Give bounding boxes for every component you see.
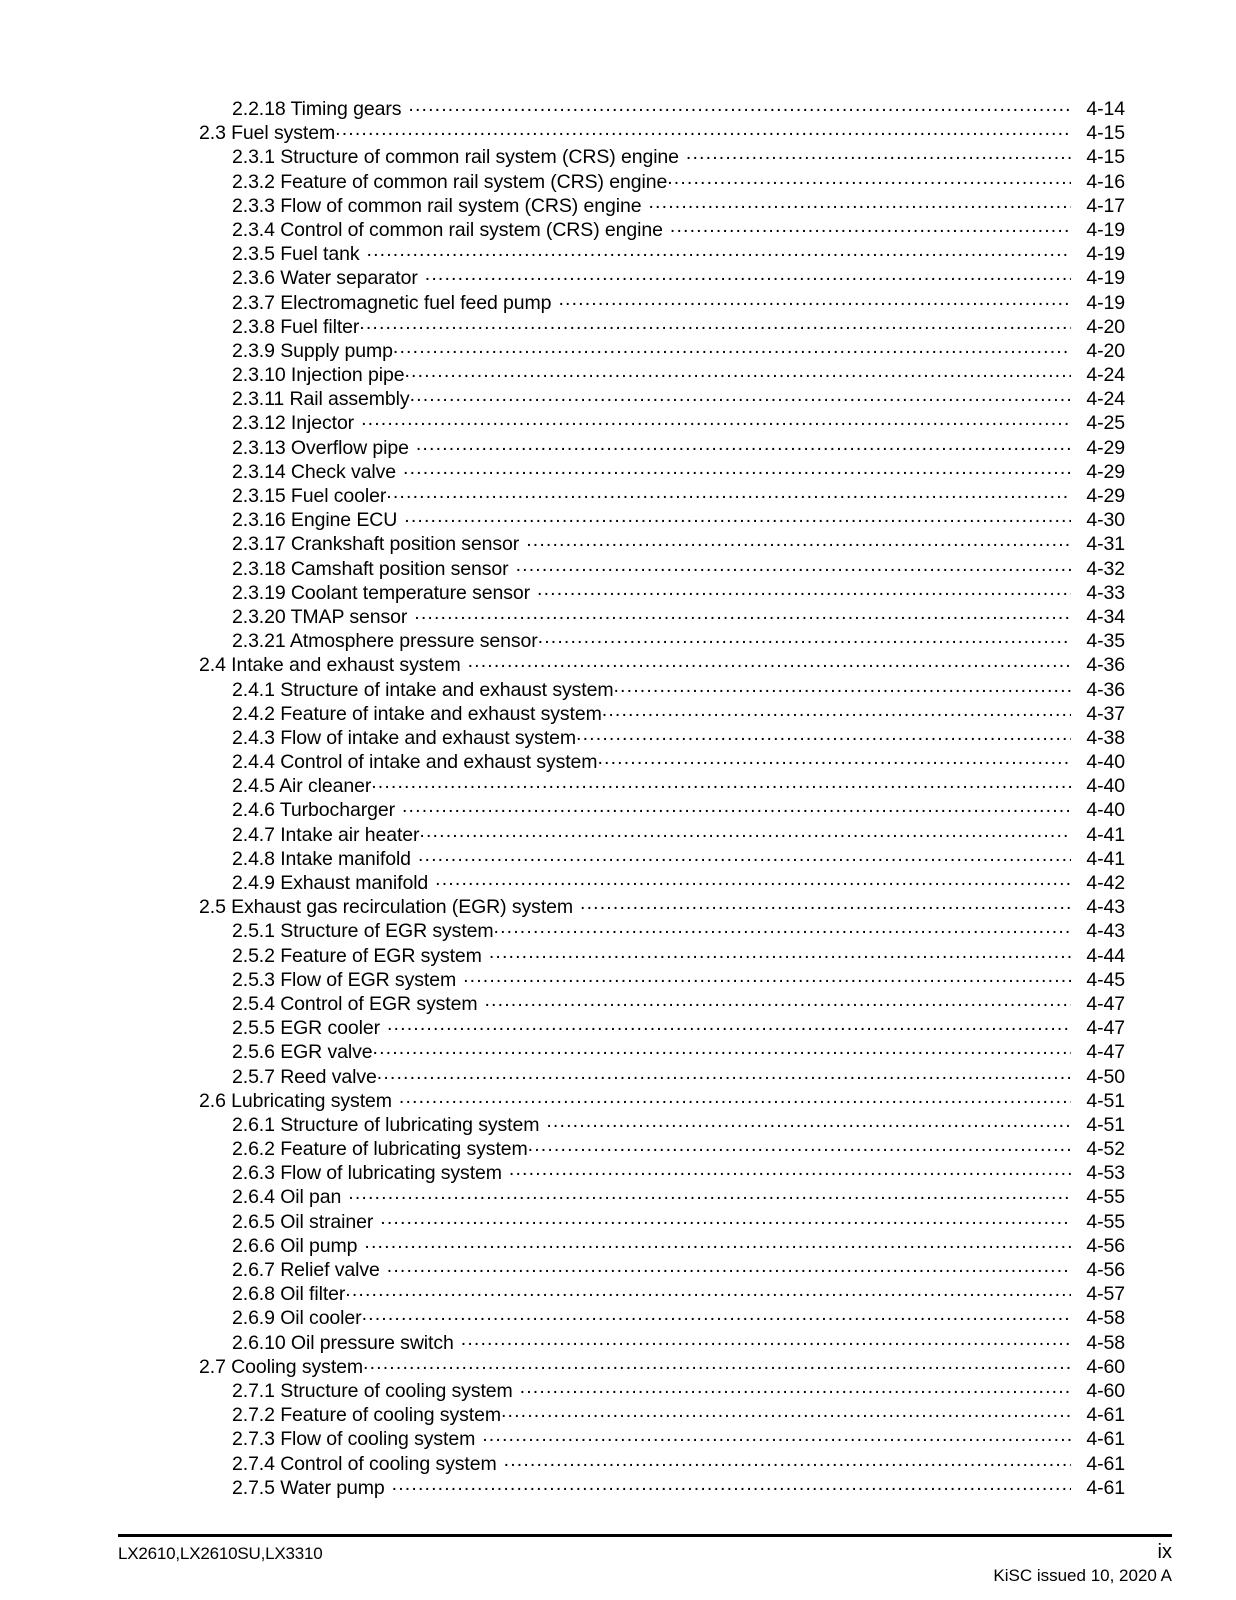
toc-entry-page-number: 4-19 [1086,267,1125,290]
toc-entry-title: 2.7.2 Feature of cooling system [232,1404,501,1427]
toc-entry-title: 2.3.16 Engine ECU [232,509,398,532]
toc-entry-page-number: 4-19 [1086,218,1125,241]
toc-dot-leader [387,1014,1071,1034]
toc-entry-page-number: 4-20 [1086,315,1125,338]
toc-entry-page-number: 4-17 [1086,194,1125,217]
toc-entry[interactable] [0,821,1236,845]
toc-entry-page-number: 4-51 [1086,1113,1125,1136]
toc-dot-leader [419,821,1071,841]
toc-entry-page-number: 4-14 [1086,98,1125,120]
toc-entry-title: 2.6.1 Structure of lubricating system [232,1113,540,1136]
toc-entry-title: 2.4.6 Turbocharger [232,799,395,822]
toc-entry[interactable] [0,119,1236,143]
toc-dot-leader [463,966,1071,986]
footer-model-list: LX2610,LX2610SU,LX3310 [118,1544,323,1563]
toc-entry[interactable] [0,1063,1236,1087]
toc-entry-page-number: 4-50 [1086,1065,1125,1088]
toc-entry-page-number: 4-20 [1086,339,1125,362]
toc-entry-title: 2.6.3 Flow of lubricating system [232,1162,502,1185]
toc-entry-page-number: 4-41 [1086,847,1125,870]
toc-entry-title: 2.3.9 Supply pump [232,339,393,362]
toc-entry[interactable] [0,95,1236,119]
toc-entry-page-number: 4-40 [1086,799,1125,822]
toc-dot-leader [576,724,1071,744]
toc-entry-page-number: 4-32 [1086,557,1125,580]
toc-entry[interactable] [0,1038,1236,1062]
toc-entry[interactable] [0,917,1236,941]
toc-entry-title: 2.5.4 Control of EGR system [232,992,478,1015]
toc-entry[interactable] [0,796,1236,820]
toc-entry[interactable] [0,1377,1236,1401]
toc-entry[interactable] [0,1159,1236,1183]
toc-dot-leader [380,1208,1071,1228]
toc-dot-leader [509,1159,1071,1179]
toc-dot-leader [373,1038,1072,1058]
toc-dot-leader [686,143,1071,163]
toc-dot-leader [404,506,1071,526]
toc-dot-leader [399,1087,1071,1107]
toc-entry-title: 2.3.2 Feature of common rail system (CRS) engine [232,170,668,193]
toc-entry[interactable] [0,289,1236,313]
toc-entry-page-number: 4-19 [1086,243,1125,266]
toc-dot-leader [387,1256,1071,1276]
toc-dot-leader [404,361,1071,381]
toc-dot-leader [516,555,1071,575]
toc-dot-leader [504,1450,1071,1470]
toc-entry[interactable] [0,1111,1236,1135]
toc-entry-title: 2.3.7 Electromagnetic fuel feed pump [232,291,552,314]
toc-entry-title: 2.3.18 Camshaft position sensor [232,557,509,580]
toc-dot-leader [414,603,1071,623]
toc-entry-page-number: 4-47 [1086,992,1125,1015]
toc-entry-page-number: 4-60 [1086,1379,1125,1402]
toc-dot-leader [403,458,1071,478]
toc-entry-page-number: 4-19 [1086,291,1125,314]
toc-entry[interactable] [0,942,1236,966]
toc-entry[interactable] [0,1208,1236,1232]
toc-entry-page-number: 4-44 [1086,944,1125,967]
toc-entry[interactable] [0,409,1236,433]
toc-entry-title: 2.4.5 Air cleaner [232,775,372,798]
toc-entry-title: 2.5.2 Feature of EGR system [232,944,482,967]
toc-dot-leader [348,1183,1071,1203]
toc-entry-page-number: 4-31 [1086,533,1125,556]
toc-entry-title: 2.3.21 Atmosphere pressure sensor [232,630,538,653]
toc-entry[interactable] [0,434,1236,458]
toc-entry-title: 2.3.20 TMAP sensor [232,605,408,628]
toc-entry-title: 2.5.6 EGR valve [232,1041,373,1064]
toc-dot-leader [361,409,1071,429]
toc-dot-leader [402,796,1071,816]
toc-dot-leader [335,119,1071,139]
toc-entry-title: 2.4.8 Intake manifold [232,847,411,870]
toc-entry[interactable] [0,893,1236,917]
toc-entry-page-number: 4-60 [1086,1355,1125,1378]
toc-entry-title: 2.6.7 Relief valve [232,1259,380,1281]
table-of-contents [0,95,1236,1498]
toc-entry-title: 2.4.9 Exhaust manifold [232,872,429,894]
toc-entry[interactable] [0,1329,1236,1353]
toc-dot-leader [393,337,1071,357]
toc-dot-leader [489,942,1071,962]
toc-dot-leader [613,676,1071,696]
toc-entry[interactable] [0,627,1236,651]
toc-dot-leader [520,1377,1071,1397]
toc-dot-leader [359,313,1071,333]
toc-entry-title: 2.3.6 Water separator [232,267,418,290]
toc-entry[interactable] [0,1353,1236,1377]
toc-entry[interactable] [0,724,1236,748]
toc-entry-title: 2.3.10 Injection pipe [232,364,405,387]
toc-entry-page-number: 4-61 [1086,1476,1125,1499]
toc-entry-page-number: 4-40 [1086,775,1125,798]
toc-entry[interactable] [0,700,1236,724]
toc-entry[interactable] [0,555,1236,579]
toc-entry[interactable] [0,216,1236,240]
toc-entry-page-number: 4-36 [1086,678,1125,701]
toc-entry[interactable] [0,1014,1236,1038]
footer-issue-note: KiSC issued 10, 2020 A [993,1566,1172,1585]
toc-entry-page-number: 4-52 [1086,1138,1125,1161]
toc-dot-leader [386,482,1071,502]
toc-entry-title: 2.6.5 Oil strainer [232,1210,374,1233]
toc-entry[interactable] [0,1232,1236,1256]
toc-dot-leader [416,434,1071,454]
toc-entry-page-number: 4-29 [1086,460,1125,483]
toc-entry-page-number: 4-61 [1086,1404,1125,1427]
toc-entry-page-number: 4-42 [1086,872,1125,894]
toc-entry[interactable] [0,1135,1236,1159]
toc-dot-leader [367,240,1072,260]
toc-entry-page-number: 4-24 [1086,388,1125,411]
toc-dot-leader [371,772,1071,792]
toc-entry-title: 2.3.3 Flow of common rail system (CRS) engine [232,194,642,217]
toc-dot-leader [667,168,1071,188]
toc-entry-title: 2.6.4 Oil pan [232,1186,342,1209]
toc-entry-page-number: 4-30 [1086,509,1125,532]
toc-entry-page-number: 4-29 [1086,485,1125,507]
toc-entry-title: 2.2.18 Timing gears [232,98,402,120]
toc-entry-page-number: 4-25 [1086,412,1125,435]
toc-entry[interactable] [0,845,1236,869]
toc-entry[interactable] [0,361,1236,385]
toc-dot-leader [418,845,1071,865]
toc-dot-leader [425,264,1071,284]
toc-dot-leader [363,1353,1071,1373]
toc-dot-leader [597,748,1071,768]
toc-entry-title: 2.4.7 Intake air heater [232,823,420,846]
toc-dot-leader [558,289,1071,309]
toc-entry-page-number: 4-56 [1086,1259,1125,1281]
toc-entry[interactable] [0,313,1236,337]
toc-entry[interactable] [0,1401,1236,1425]
toc-entry-title: 2.3.1 Structure of common rail system (CRS) engine [232,146,679,169]
toc-entry-title: 2.6.2 Feature of lubricating system [232,1138,528,1161]
toc-entry[interactable] [0,579,1236,603]
toc-entry[interactable] [0,603,1236,627]
toc-entry-title: 2.5.7 Reed valve [232,1065,377,1088]
toc-entry[interactable] [0,990,1236,1014]
toc-dot-leader [362,1304,1071,1324]
toc-entry-page-number: 4-47 [1086,1041,1125,1064]
toc-dot-leader [408,95,1071,115]
toc-entry-title: 2.3.4 Control of common rail system (CRS) engine [232,218,663,241]
toc-entry[interactable] [0,337,1236,361]
toc-entry[interactable] [0,1280,1236,1304]
toc-entry-page-number: 4-29 [1086,436,1125,459]
toc-entry-page-number: 4-51 [1086,1089,1125,1112]
toc-entry-title: 2.5 Exhaust gas recirculation (EGR) system [199,896,574,919]
toc-dot-leader [528,1135,1071,1155]
toc-entry-title: 2.4.3 Flow of intake and exhaust system [232,726,577,749]
footer-page-number: ix [1157,1541,1172,1563]
toc-entry-title: 2.6 Lubricating system [199,1089,392,1112]
toc-entry[interactable] [0,1450,1236,1474]
toc-dot-leader [538,627,1071,647]
toc-dot-leader [410,385,1071,405]
toc-entry-title: 2.4.2 Feature of intake and exhaust system [232,702,602,725]
toc-entry-title: 2.3.17 Crankshaft position sensor [232,533,520,556]
toc-entry-page-number: 4-16 [1086,170,1125,193]
toc-entry-page-number: 4-57 [1086,1283,1125,1306]
toc-dot-leader [526,530,1071,550]
toc-entry-page-number: 4-58 [1086,1307,1125,1330]
toc-entry-page-number: 4-41 [1086,823,1125,846]
toc-dot-leader [484,990,1071,1010]
toc-entry-page-number: 4-55 [1086,1186,1125,1209]
toc-dot-leader [364,1232,1071,1252]
toc-entry[interactable] [0,143,1236,167]
toc-entry-title: 2.3.5 Fuel tank [232,243,360,266]
toc-entry-title: 2.5.1 Structure of EGR system [232,920,494,943]
toc-entry-title: 2.3.15 Fuel cooler [232,485,387,507]
toc-entry[interactable] [0,192,1236,216]
toc-entry[interactable] [0,530,1236,554]
toc-entry[interactable] [0,1183,1236,1207]
toc-entry-page-number: 4-61 [1086,1428,1125,1451]
toc-entry[interactable] [0,676,1236,700]
toc-entry-page-number: 4-55 [1086,1210,1125,1233]
toc-entry-title: 2.3.12 Injector [232,412,355,435]
toc-entry-page-number: 4-47 [1086,1017,1125,1040]
toc-entry-title: 2.7 Cooling system [199,1355,364,1378]
toc-dot-leader [345,1280,1071,1300]
toc-entry[interactable] [0,240,1236,264]
toc-entry[interactable] [0,1425,1236,1449]
toc-entry-page-number: 4-37 [1086,702,1125,725]
toc-entry[interactable] [0,966,1236,990]
toc-dot-leader [602,700,1071,720]
toc-entry[interactable] [0,482,1236,506]
toc-dot-leader [482,1425,1071,1445]
toc-entry-page-number: 4-35 [1086,630,1125,653]
toc-entry[interactable] [0,168,1236,192]
toc-entry-title: 2.3.14 Check valve [232,460,397,483]
toc-entry-page-number: 4-56 [1086,1234,1125,1257]
toc-entry-title: 2.5.5 EGR cooler [232,1017,380,1040]
toc-dot-leader [546,1111,1071,1131]
toc-entry-page-number: 4-15 [1086,122,1125,145]
toc-entry-page-number: 4-43 [1086,896,1125,919]
toc-entry-page-number: 4-61 [1086,1452,1125,1475]
toc-entry-page-number: 4-58 [1086,1331,1125,1354]
toc-dot-leader [392,1474,1071,1494]
toc-entry[interactable] [0,458,1236,482]
toc-entry-title: 2.3 Fuel system [199,122,336,145]
toc-entry[interactable] [0,869,1236,893]
toc-entry[interactable] [0,1474,1236,1498]
toc-entry[interactable] [0,385,1236,409]
toc-entry[interactable] [0,651,1236,675]
toc-dot-leader [377,1063,1071,1083]
toc-entry-page-number: 4-33 [1086,581,1125,604]
toc-dot-leader [494,917,1071,937]
toc-entry-page-number: 4-24 [1086,364,1125,387]
toc-entry-title: 2.3.8 Fuel filter [232,315,360,338]
toc-dot-leader [670,216,1071,236]
toc-entry-title: 2.6.6 Oil pump [232,1234,358,1257]
toc-entry-page-number: 4-36 [1086,654,1125,677]
toc-entry-page-number: 4-43 [1086,920,1125,943]
toc-entry[interactable] [0,264,1236,288]
toc-entry[interactable] [0,1304,1236,1328]
toc-entry-title: 2.6.9 Oil cooler [232,1307,362,1330]
toc-dot-leader [435,869,1071,889]
toc-entry-page-number: 4-15 [1086,146,1125,169]
toc-entry-page-number: 4-34 [1086,605,1125,628]
toc-entry-title: 2.7.1 Structure of cooling system [232,1379,513,1402]
toc-entry-title: 2.7.5 Water pump [232,1476,385,1499]
toc-entry-title: 2.7.4 Control of cooling system [232,1452,497,1475]
toc-entry-title: 2.3.11 Rail assembly [232,388,410,411]
toc-entry-title: 2.4.1 Structure of intake and exhaust system [232,678,614,701]
toc-entry-title: 2.4 Intake and exhaust system [199,654,461,677]
toc-dot-leader [461,1329,1071,1349]
toc-dot-leader [537,579,1071,599]
toc-entry[interactable] [0,772,1236,796]
toc-dot-leader [468,651,1071,671]
toc-entry-title: 2.5.3 Flow of EGR system [232,968,457,991]
toc-entry-title: 2.6.8 Oil filter [232,1283,346,1306]
toc-entry-page-number: 4-53 [1086,1162,1125,1185]
toc-entry[interactable] [0,748,1236,772]
toc-dot-leader [648,192,1071,212]
toc-entry-page-number: 4-40 [1086,751,1125,774]
footer-divider [118,1534,1172,1537]
toc-entry[interactable] [0,1087,1236,1111]
toc-entry-title: 2.3.19 Coolant temperature sensor [232,581,531,604]
toc-entry-title: 2.3.13 Overflow pipe [232,436,409,459]
toc-entry-page-number: 4-38 [1086,726,1125,749]
toc-entry[interactable] [0,506,1236,530]
toc-entry-title: 2.4.4 Control of intake and exhaust system [232,751,598,774]
toc-dot-leader [580,893,1071,913]
toc-entry-title: 2.6.10 Oil pressure switch [232,1331,454,1354]
toc-entry-title: 2.7.3 Flow of cooling system [232,1428,476,1451]
toc-entry-page-number: 4-45 [1086,968,1125,991]
toc-dot-leader [501,1401,1071,1421]
toc-entry[interactable] [0,1256,1236,1280]
